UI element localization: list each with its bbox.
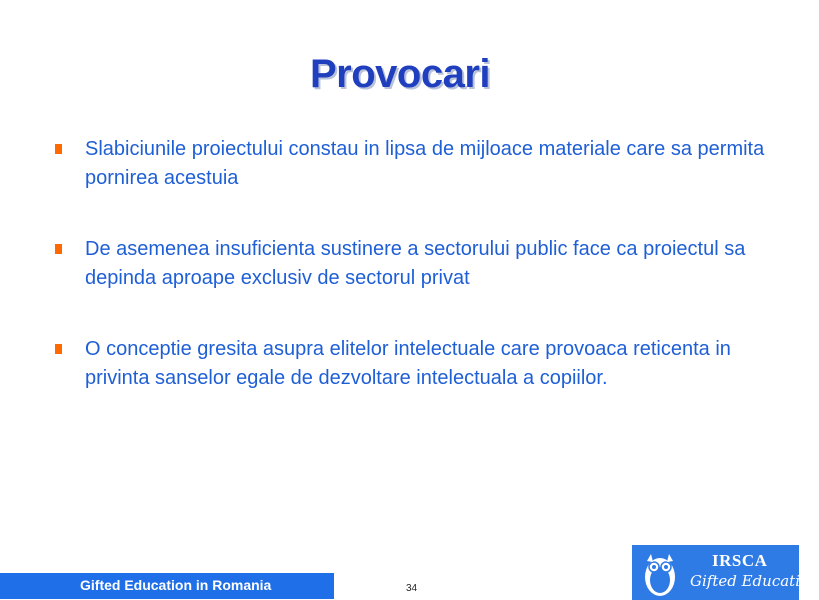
bullet-text: De asemenea insuficienta sustinere a sectorului public face ca proiectul sa depinda aproape exclusiv de sectorul privat [85,238,746,289]
bullet-item [50,235,770,293]
owl-icon [640,549,680,599]
bullet-text: Slabiciunile proiectului constau in lipsa de mijloace materiale care sa permita pornirea acestuia [85,138,765,189]
bullet-item [50,335,770,393]
bullet-text: O conceptie gresita asupra elitelor intelectuale care provoaca reticenta in privinta sanselor egale de dezvoltare intelectuala a copiilor. [85,338,731,389]
footer-text: Gifted Education in Romania [80,577,272,593]
irsca-logo [632,545,819,600]
square-bullet-icon [55,144,62,154]
logo-title: IRSCA [712,551,768,570]
bullet-item [50,135,770,193]
page-number: 34 [406,583,418,594]
bullet-list [50,135,770,393]
square-bullet-icon [55,344,62,354]
footer-bar [0,573,334,599]
slide-title: Provocari [309,52,491,96]
square-bullet-icon [55,244,62,254]
logo-subtitle: Gifted Education [690,572,819,590]
